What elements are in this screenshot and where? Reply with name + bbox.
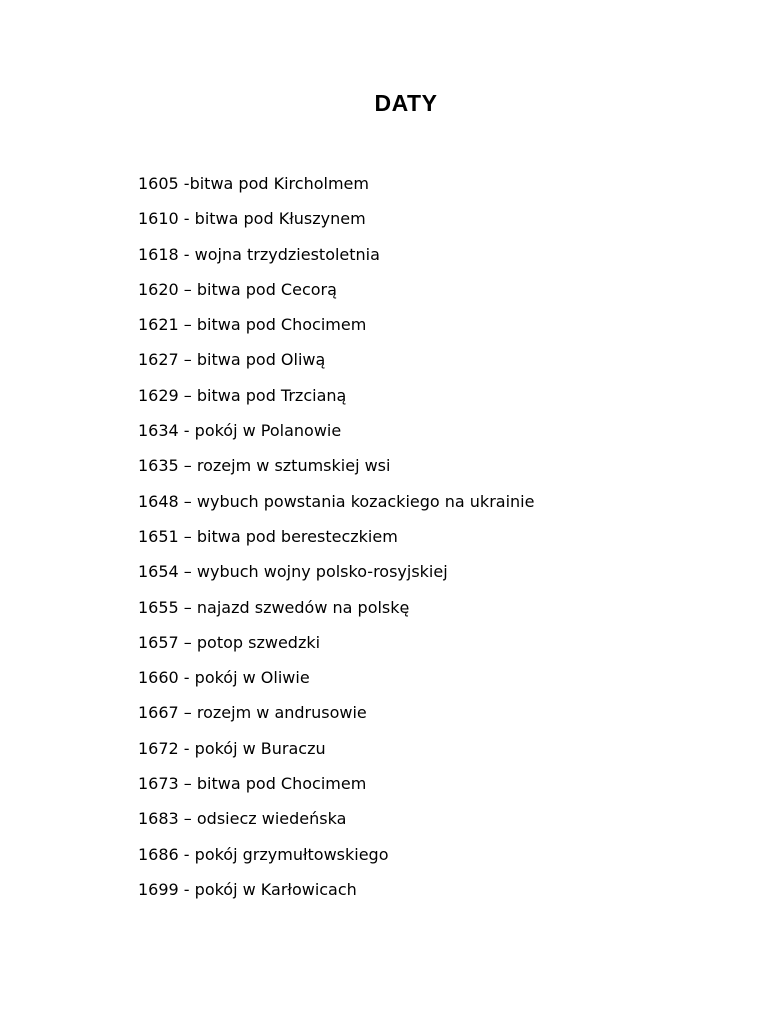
page-title: DATY [374,90,438,116]
date-list [138,171,534,912]
date-entry: 1699 - pokój w Karłowicach [138,879,357,899]
date-entry: 1610 - bitwa pod Kłuszynem [138,209,366,229]
date-entry: 1654 – wybuch wojny polsko-rosyjskiej [138,562,448,582]
date-entry: 1629 – bitwa pod Trzcianą [138,385,347,405]
date-entry: 1618 - wojna trzydziestoletnia [138,244,380,264]
date-entry: 1651 – bitwa pod beresteczkiem [138,526,398,546]
date-entry: 1686 - pokój grzymułtowskiego [138,844,389,864]
date-entry: 1673 – bitwa pod Chocimem [138,774,367,794]
date-entry: 1627 – bitwa pod Oliwą [138,350,326,370]
date-entry: 1655 – najazd szwedów na polskę [138,597,410,617]
date-entry: 1605 -bitwa pod Kircholmem [138,174,369,193]
date-entry: 1683 – odsiecz wiedeńska [138,809,347,829]
date-entry: 1634 - pokój w Polanowie [138,421,342,441]
date-entry: 1667 – rozejm w andrusowie [138,703,367,723]
date-entry: 1648 – wybuch powstania kozackiego na ukrainie [138,491,535,511]
date-entry: 1660 - pokój w Oliwie [138,668,310,688]
date-entry: 1621 – bitwa pod Chocimem [138,315,367,335]
date-entry: 1635 – rozejm w sztumskiej wsi [138,456,391,476]
date-entry: 1620 – bitwa pod Cecorą [138,279,337,299]
date-entry: 1672 - pokój w Buraczu [138,738,326,758]
date-entry: 1657 – potop szwedzki [138,632,321,652]
